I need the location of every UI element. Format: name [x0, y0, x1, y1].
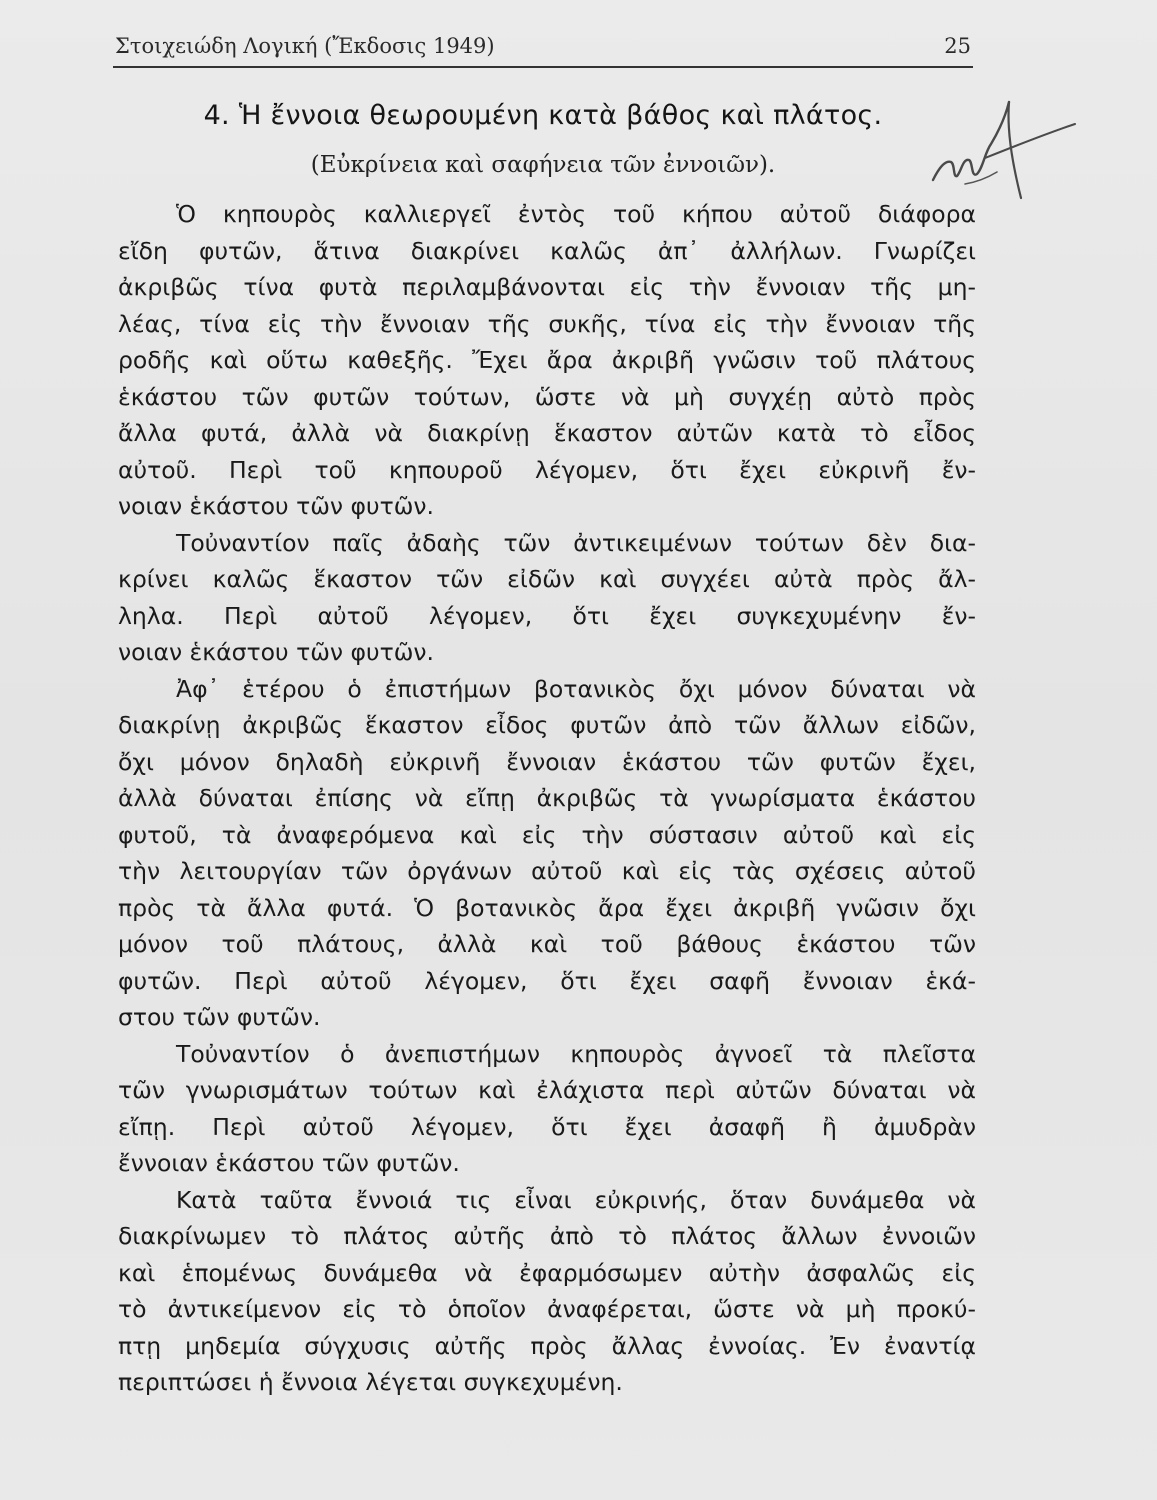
text-line: αὐτοῦ. Περὶ τοῦ κηπουροῦ λέγομεν, ὅτι ἔχει εὐκρινῆ ἔν- — [118, 455, 976, 484]
text-line: πρὸς τὰ ἄλλα φυτά. Ὁ βοτανικὸς ἄρα ἔχει ἀκριβῆ γνῶσιν ὄχι — [118, 893, 976, 922]
section-subheading: (Εὐκρίνεια καὶ σαφήνεια τῶν ἐννοιῶν). — [310, 152, 776, 178]
paragraph — [118, 671, 976, 1036]
text-line: διακρίνῃ ἀκριβῶς ἕκαστον εἶδος φυτῶν ἀπὸ τῶν ἄλλων εἰδῶν, — [118, 711, 976, 739]
text-line: τῶν γνωρισμάτων τούτων καὶ ἐλάχιστα περὶ αὐτῶν δύναται νὰ — [118, 1076, 976, 1104]
text-line: μόνον τοῦ πλάτους, ἀλλὰ καὶ τοῦ βάθους ἑκάστου τῶν — [118, 930, 976, 958]
paragraph — [118, 1036, 976, 1182]
text-line: ὄχι μόνον δηλαδὴ εὐκρινῆ ἔννοιαν ἑκάστου τῶν φυτῶν ἔχει, — [118, 747, 976, 776]
text-line: στου τῶν φυτῶν. — [118, 1003, 321, 1031]
paragraph — [118, 1182, 976, 1401]
text-line: ροδῆς καὶ οὕτω καθεξῆς. Ἔχει ἄρα ἀκριβῆ γνῶσιν τοῦ πλάτους — [118, 346, 976, 374]
text-line: ἄλλα φυτά, ἀλλὰ νὰ διακρίνῃ ἕκαστον αὐτῶν κατὰ τὸ εἶδος — [118, 419, 976, 447]
text-line: τὸ ἀντικείμενον εἰς τὸ ὁποῖον ἀναφέρεται, ὥστε νὰ μὴ προκύ- — [118, 1295, 976, 1323]
text-line: εἴδη φυτῶν, ἅτινα διακρίνει καλῶς ἀπ᾽ ἀλλήλων. Γνωρίζει — [118, 236, 976, 265]
text-line: Ἀφ᾽ ἑτέρου ὁ ἐπιστήμων βοτανικὸς ὄχι μόνον δύναται νὰ — [176, 674, 976, 703]
text-line: νοιαν ἑκάστου τῶν φυτῶν. — [118, 492, 435, 520]
section-heading: 4. Ἡ ἔννοια θεωρουμένη κατὰ βάθος καὶ πλάτος. — [203, 100, 883, 131]
text-line: νοιαν ἑκάστου τῶν φυτῶν. — [118, 638, 435, 666]
paragraph — [118, 196, 976, 525]
text-line: Κατὰ ταῦτα ἔννοιά τις εἶναι εὐκρινής, ὅταν δυνάμεθα νὰ — [176, 1185, 976, 1214]
text-line: φυτοῦ, τὰ ἀναφερόμενα καὶ εἰς τὴν σύστασιν αὐτοῦ καὶ εἰς — [118, 820, 976, 849]
running-head — [113, 28, 973, 68]
body-text — [118, 196, 976, 1401]
paragraph — [118, 525, 976, 671]
text-line: Τοὐναντίον παῖς ἀδαὴς τῶν ἀντικειμένων τούτων δὲν δια- — [176, 528, 976, 557]
text-line: εἴπῃ. Περὶ αὐτοῦ λέγομεν, ὅτι ἔχει ἀσαφῆ ἢ ἀμυδρὰν — [118, 1112, 976, 1141]
handwritten-signature — [925, 88, 1085, 208]
text-line: καὶ ἑπομένως δυνάμεθα νὰ ἐφαρμόσωμεν αὐτὴν ἀσφαλῶς εἰς — [118, 1258, 976, 1287]
text-line: ἀλλὰ δύναται ἐπίσης νὰ εἴπῃ ἀκριβῶς τὰ γνωρίσματα ἑκάστου — [118, 784, 976, 812]
text-line: ἀκριβῶς τίνα φυτὰ περιλαμβάνονται εἰς τὴν ἔννοιαν τῆς μη- — [118, 273, 976, 301]
text-line: διακρίνωμεν τὸ πλάτος αὐτῆς ἀπὸ τὸ πλάτος ἄλλων ἐννοιῶν — [118, 1222, 976, 1250]
page-number: 25 — [944, 34, 971, 58]
text-line: κρίνει καλῶς ἕκαστον τῶν εἰδῶν καὶ συγχέει αὐτὰ πρὸς ἄλ- — [118, 565, 976, 593]
text-line: Ὁ κηπουρὸς καλλιεργεῖ ἐντὸς τοῦ κήπου αὐτοῦ διάφορα — [176, 200, 976, 228]
running-title: Στοιχειώδη Λογική (Ἔκδοσις 1949) — [115, 34, 495, 58]
text-line: περιπτώσει ἡ ἔννοια λέγεται συγκεχυμένη. — [118, 1368, 623, 1396]
text-line: λέας, τίνα εἰς τὴν ἔννοιαν τῆς συκῆς, τίνα εἰς τὴν ἔννοιαν τῆς — [118, 309, 976, 338]
text-line: ἔννοιαν ἑκάστου τῶν φυτῶν. — [118, 1149, 460, 1177]
text-line: τὴν λειτουργίαν τῶν ὀργάνων αὐτοῦ καὶ εἰς τὰς σχέσεις αὐτοῦ — [118, 857, 976, 885]
text-line: πτῃ μηδεμία σύγχυσις αὐτῆς πρὸς ἄλλας ἐννοίας. Ἐν ἐναντίᾳ — [118, 1331, 976, 1360]
text-line: φυτῶν. Περὶ αὐτοῦ λέγομεν, ὅτι ἔχει σαφῆ ἔννοιαν ἑκά- — [118, 966, 976, 995]
text-line: ληλα. Περὶ αὐτοῦ λέγομεν, ὅτι ἔχει συγκεχυμένην ἔν- — [118, 601, 976, 630]
text-line: ἑκάστου τῶν φυτῶν τούτων, ὥστε νὰ μὴ συγχέῃ αὐτὸ πρὸς — [118, 382, 976, 411]
text-line: Τοὐναντίον ὁ ἀνεπιστήμων κηπουρὸς ἀγνοεῖ τὰ πλεῖστα — [176, 1039, 976, 1068]
